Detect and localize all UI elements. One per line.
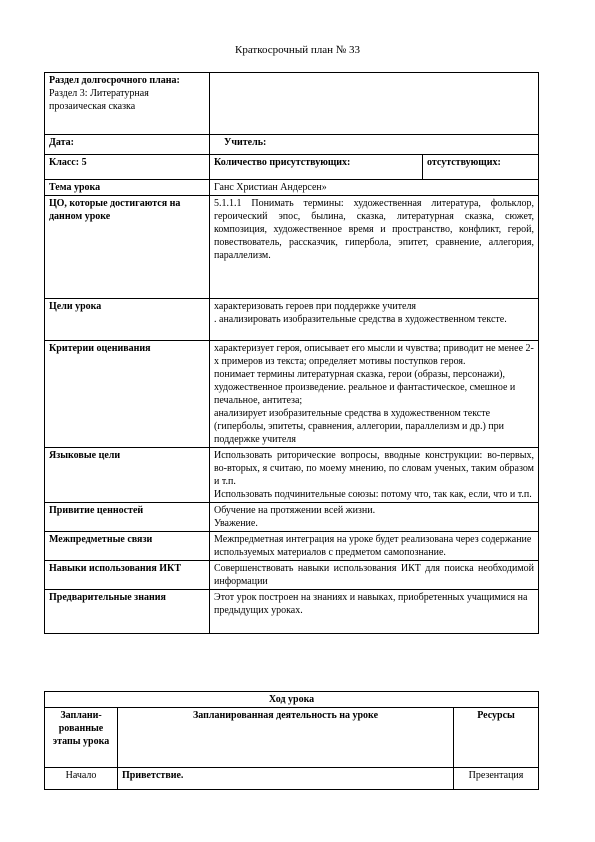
resources-cell: Презентация [454, 768, 539, 790]
table-row [45, 135, 539, 155]
values-label: Привитие ценностей [45, 503, 210, 532]
table-row [45, 180, 539, 196]
ict-label: Навыки использования ИКТ [45, 561, 210, 590]
col-activity: Запланированная деятельность на уроке [118, 708, 454, 768]
table-row [45, 503, 539, 532]
goals-value: 5.1.1.1 Понимать термины: художественная литература, фольклор, героический эпос, былина, сказка, литературная сказка, сюжет, композиция, художественное время и пространство, конфликт, герой, повествователь, рассказчик, гипербола, эпитет, сравнение, аллегория, параллелизм. [210, 196, 539, 299]
table-row [45, 155, 539, 180]
criteria-line: анализирует изобразительные средства в художественном тексте (гиперболы, эпитеты, сравнения, аллегории, параллелизм и др.) при поддержке учителя [214, 408, 505, 445]
section-value: Раздел 3: Литературная прозаическая сказка [49, 88, 149, 112]
lang-cell [210, 448, 539, 503]
course-header: Ход урока [45, 692, 539, 708]
col-stage: Заплани-рованные этапы урока [45, 708, 118, 768]
goals-label: ЦО, которые достигаются на данном уроке [45, 196, 210, 299]
plan-table [44, 72, 539, 634]
aims-line: . анализировать изобразительные средства в художественном текстe. [214, 314, 507, 325]
prior-label: Предварительные знания [45, 590, 210, 634]
ict-value: Совершенствовать навыки использования ИКТ для поиска необходимой информации [210, 561, 539, 590]
section-cell [45, 73, 210, 135]
stage-cell: Начало [45, 768, 118, 790]
table-row [45, 692, 539, 708]
prior-value: Этот урок построен на знаниях и навыках, приобретенных учащимися на предыдущих уроках. [210, 590, 539, 634]
values-line: Уважение. [214, 518, 258, 529]
table-row [45, 768, 539, 790]
table-row [45, 448, 539, 503]
section-label: Раздел долгосрочного плана: [49, 75, 180, 86]
document-title: Краткосрочный план № 33 [235, 44, 360, 56]
criteria-line: характеризует героя, описывает его мысли и чувства; приводит не менее 2-х примеров из текста; определяет мотивы поступков героя. [214, 343, 534, 367]
table-row [45, 590, 539, 634]
teacher-label: Учитель: [210, 135, 539, 155]
table-row [45, 73, 539, 135]
table-row [45, 299, 539, 341]
inter-label: Межпредметные связи [45, 532, 210, 561]
aims-cell [210, 299, 539, 341]
aims-line: характеризовать героев при поддержке учителя [214, 301, 417, 312]
lang-label: Языковые цели [45, 448, 210, 503]
values-cell [210, 503, 539, 532]
absent-label: отсутствующих: [423, 155, 539, 180]
table-row [45, 708, 539, 768]
course-table [44, 691, 539, 790]
activity-cell: Приветствие. [118, 768, 454, 790]
criteria-label: Критерии оценивания [45, 341, 210, 448]
topic-value: Ганс Христиан Андерсен» [210, 180, 539, 196]
table-row [45, 341, 539, 448]
lang-line: Использовать подчинительные союзы: потому что, так как, если, что и т.п. [214, 489, 532, 500]
criteria-cell [210, 341, 539, 448]
aims-label: Цели урока [45, 299, 210, 341]
class-label: Класс: 5 [45, 155, 210, 180]
section-empty-cell [210, 73, 539, 135]
table-row [45, 561, 539, 590]
table-row [45, 196, 539, 299]
present-label: Количество присутствующих: [210, 155, 423, 180]
values-line: Обучение на протяжении всей жизни. [214, 505, 376, 516]
col-resources: Ресурсы [454, 708, 539, 768]
criteria-line: понимает термины литературная сказка, герои (образы, персонажи), художественное произведение. реальное и фантастическое, смешное и печальное, антитеза; [214, 369, 516, 406]
topic-label: Тема урока [45, 180, 210, 196]
inter-value: Межпредметная интеграция на уроке будет реализована через содержание используемых материалов с предметом самопознание. [210, 532, 539, 561]
date-label: Дата: [45, 135, 210, 155]
table-row [45, 532, 539, 561]
lang-line: Использовать риторические вопросы, вводные конструкции: во-первых, во-вторых, я считаю, по моему мнению, по словам ученых, таким образом и т.п. [214, 450, 534, 487]
